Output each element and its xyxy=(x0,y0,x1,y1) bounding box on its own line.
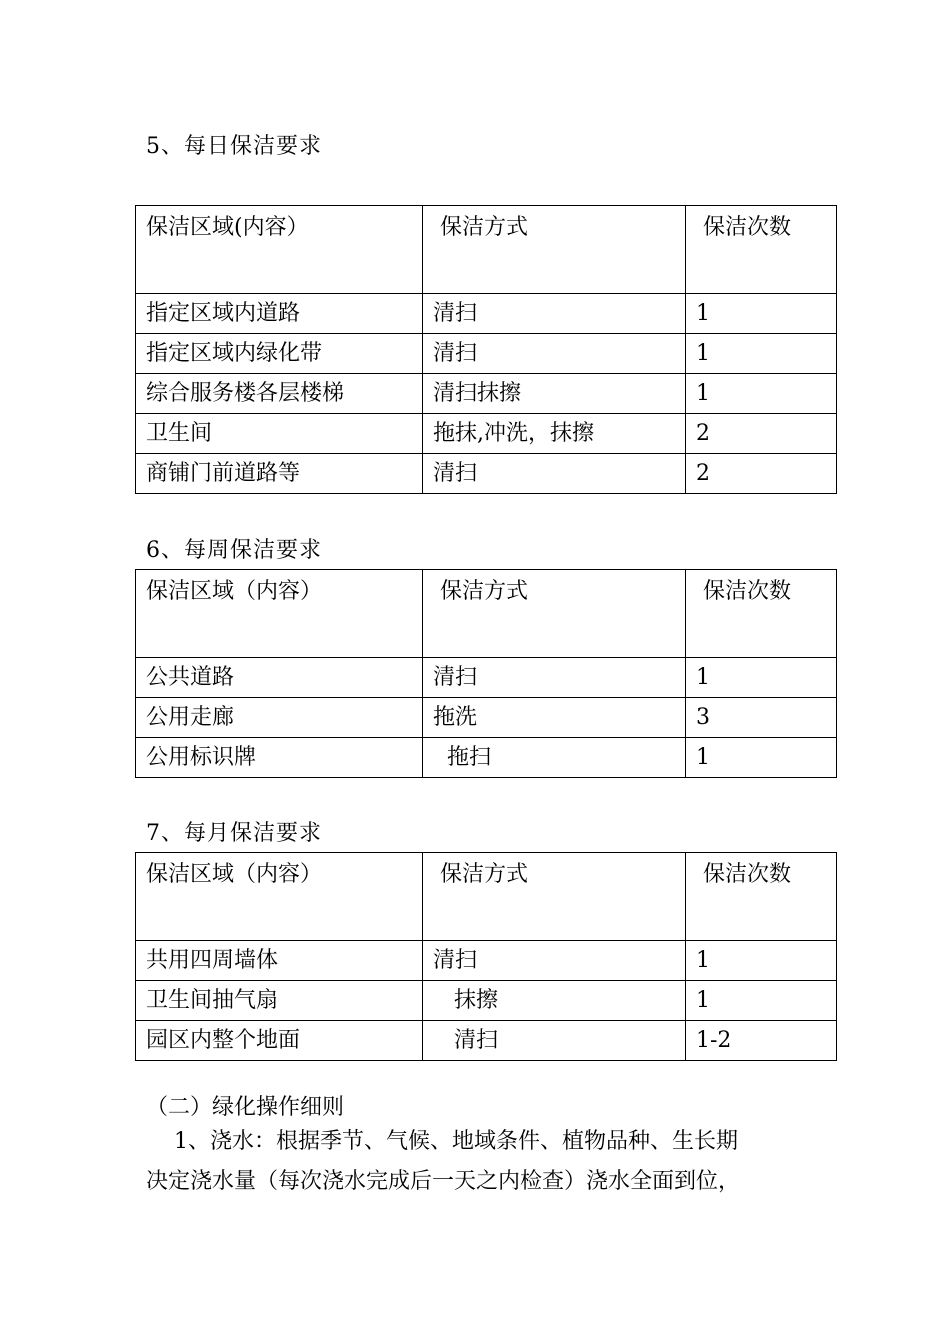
paragraph-line: 决定浇水量（每次浇水完成后一天之内检查）浇水全面到位， xyxy=(146,1169,741,1194)
cell-area: 公共道路 xyxy=(136,658,423,698)
table-row xyxy=(136,738,837,778)
section-title-weekly: 6、每周保洁要求 xyxy=(146,538,322,563)
table-row xyxy=(136,334,837,374)
cell-area: 园区内整个地面 xyxy=(136,1021,423,1061)
cell-method: 拖扫 xyxy=(423,738,686,778)
cell-frequency: 2 xyxy=(686,454,837,494)
table-row xyxy=(136,294,837,334)
cell-frequency: 3 xyxy=(686,698,837,738)
table-row xyxy=(136,941,837,981)
table-row xyxy=(136,454,837,494)
cell-frequency: 1 xyxy=(686,294,837,334)
header-frequency: 保洁次数 xyxy=(686,206,837,294)
header-area: 保洁区域（内容） xyxy=(136,570,423,658)
header-area: 保洁区域（内容） xyxy=(136,853,423,941)
table-row xyxy=(136,658,837,698)
cell-method: 清扫 xyxy=(423,294,686,334)
cell-method: 清扫 xyxy=(423,454,686,494)
section-title-monthly: 7、每月保洁要求 xyxy=(146,821,322,846)
cell-method: 清扫 xyxy=(423,1021,686,1061)
header-method: 保洁方式 xyxy=(423,206,686,294)
table-row xyxy=(136,374,837,414)
cell-area: 综合服务楼各层楼梯 xyxy=(136,374,423,414)
table-row xyxy=(136,414,837,454)
header-method: 保洁方式 xyxy=(423,570,686,658)
cell-area: 公用走廊 xyxy=(136,698,423,738)
table-header-row xyxy=(136,570,837,658)
cell-method: 清扫 xyxy=(423,941,686,981)
cell-frequency: 1 xyxy=(686,941,837,981)
header-frequency: 保洁次数 xyxy=(686,570,837,658)
table-header-row xyxy=(136,853,837,941)
weekly-cleaning-table xyxy=(135,569,837,778)
cell-method: 拖抹,冲洗，抹擦 xyxy=(423,414,686,454)
cell-area: 卫生间抽气扇 xyxy=(136,981,423,1021)
cell-method: 清扫 xyxy=(423,658,686,698)
paragraph-line: 1、浇水：根据季节、气候、地域条件、植物品种、生长期 xyxy=(146,1129,738,1154)
section-title-daily: 5、每日保洁要求 xyxy=(146,134,322,159)
table-header-row xyxy=(136,206,837,294)
table-row xyxy=(136,698,837,738)
cell-area: 商铺门前道路等 xyxy=(136,454,423,494)
header-area: 保洁区域(内容） xyxy=(136,206,423,294)
cell-method: 清扫 xyxy=(423,334,686,374)
cell-frequency: 1 xyxy=(686,374,837,414)
cell-frequency: 2 xyxy=(686,414,837,454)
cell-frequency: 1 xyxy=(686,658,837,698)
cell-method: 抹擦 xyxy=(423,981,686,1021)
daily-cleaning-table xyxy=(135,205,837,494)
cell-area: 卫生间 xyxy=(136,414,423,454)
cell-method: 拖洗 xyxy=(423,698,686,738)
cell-area: 共用四周墙体 xyxy=(136,941,423,981)
header-frequency: 保洁次数 xyxy=(686,853,837,941)
cell-frequency: 1 xyxy=(686,738,837,778)
table-row xyxy=(136,981,837,1021)
cell-frequency: 1-2 xyxy=(686,1021,837,1061)
monthly-cleaning-table xyxy=(135,852,837,1061)
cell-frequency: 1 xyxy=(686,981,837,1021)
cell-frequency: 1 xyxy=(686,334,837,374)
table-row xyxy=(136,1021,837,1061)
cell-area: 指定区域内道路 xyxy=(136,294,423,334)
header-method: 保洁方式 xyxy=(423,853,686,941)
cell-area: 指定区域内绿化带 xyxy=(136,334,423,374)
cell-method: 清扫抹擦 xyxy=(423,374,686,414)
cell-area: 公用标识牌 xyxy=(136,738,423,778)
subsection-title: （二）绿化操作细则 xyxy=(146,1095,345,1120)
